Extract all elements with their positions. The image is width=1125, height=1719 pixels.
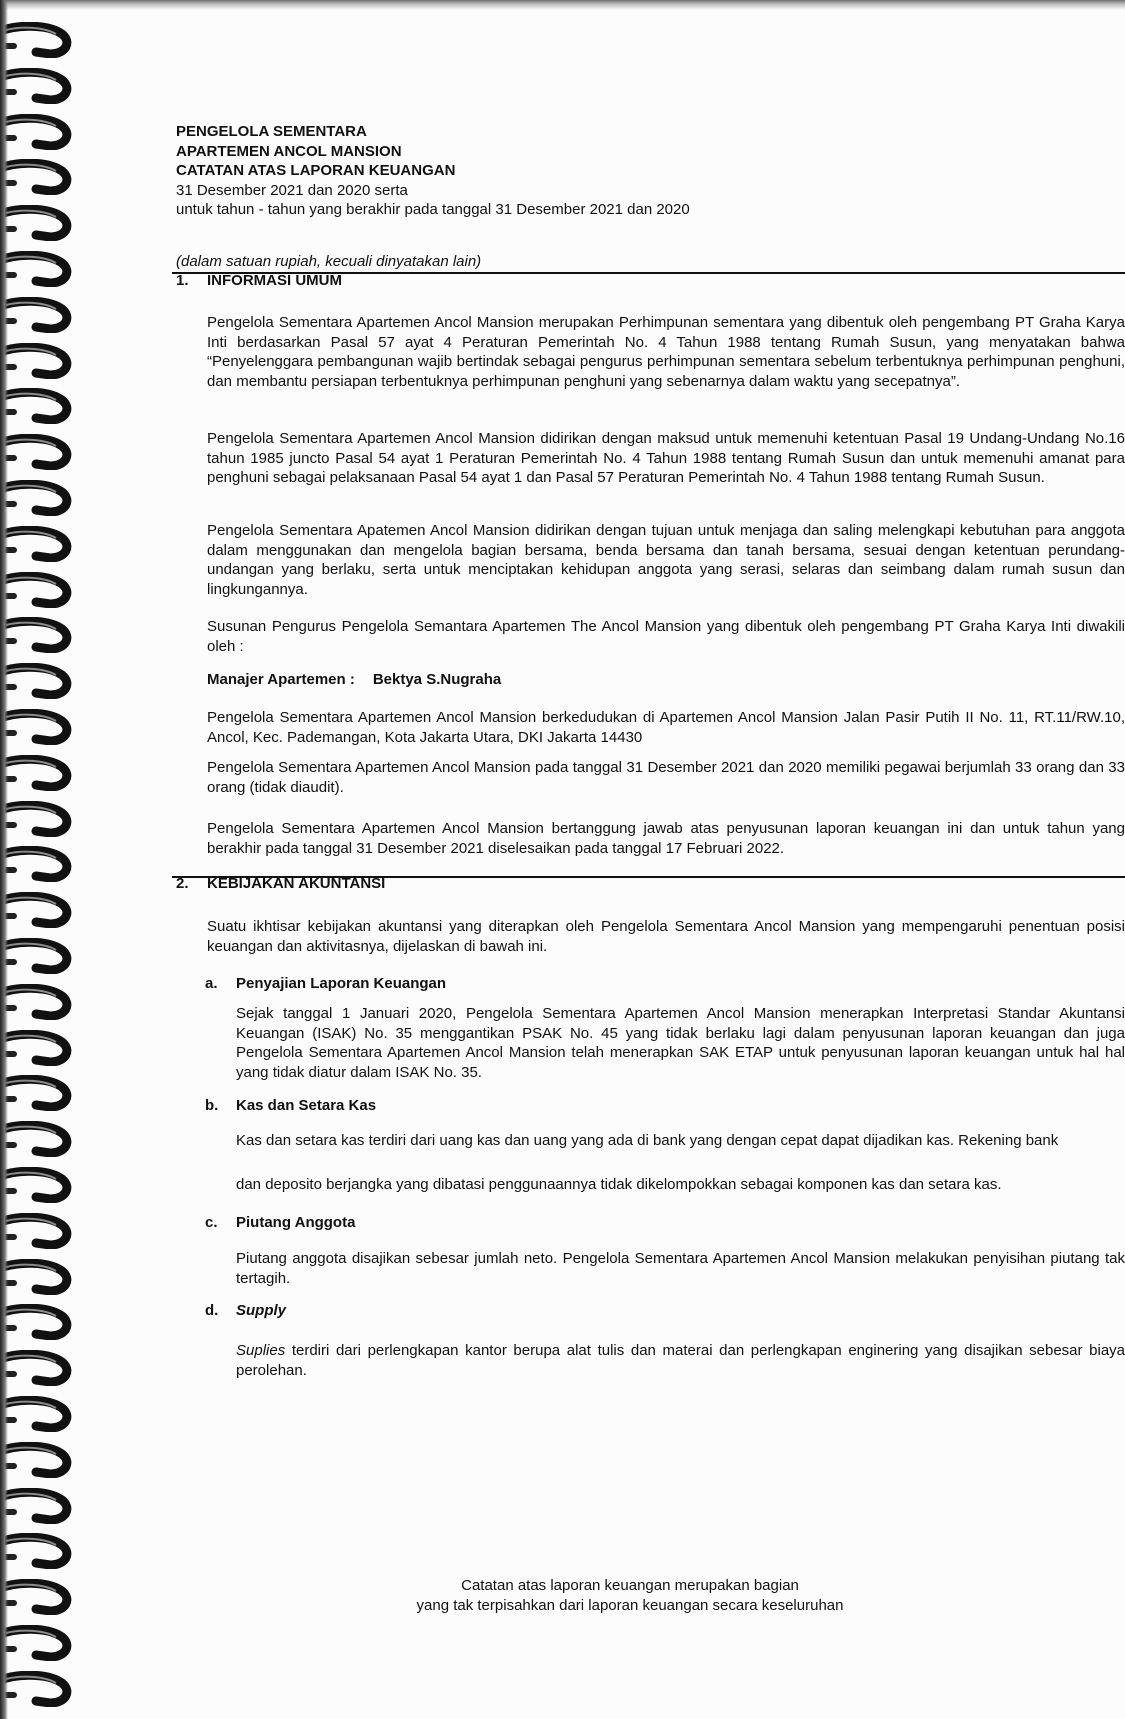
paragraph: Pengelola Sementara Apatemen Ancol Mansion didirikan dengan tujuan untuk menjaga dan saling melengkapi kebutuhan para anggota dalam menggunakan dan mengelola bagian bersama, benda bersama dan tanah bersama, sesuai dengan ketentuan perundang-undangan yang berlaku, serta untuk menciptakan kehidupan anggota yang serasi, selaras dan seimbang dalam rumah susun dan lingkungannya. [207, 522, 1125, 599]
binding-coil [0, 22, 74, 58]
page-footer [380, 1576, 880, 1616]
header-period: untuk tahun - tahun yang berakhir pada tanggal 31 Desember 2021 dan 2020 [176, 201, 690, 218]
binding-coil [0, 434, 74, 470]
section-title: INFORMASI UMUM [207, 272, 342, 289]
subsection-letter: b. [205, 1097, 219, 1114]
subsection-title: Kas dan Setara Kas [236, 1097, 377, 1114]
paragraph: Pengelola Sementara Apartemen Ancol Mansion didirikan dengan maksud untuk memenuhi ketentuan Pasal 19 Undang-Undang No.16 tahun 1985 juncto Pasal 54 ayat 1 Peraturan Pemerintah No. 4 Tahun 1988 tentang Rumah Susun dan untuk memenuhi amanat para penghuni sebagai pelaksanaan Pasal 54 ayat 1 dan Pasal 57 Peraturan Pemerintah No. 4 Tahun 1988 tentang Rumah Susun. [207, 430, 1125, 487]
section-number: 2. [176, 875, 189, 892]
binding-coil [0, 938, 74, 974]
binding-coil [0, 984, 74, 1020]
paragraph: Susunan Pengurus Pengelola Semantara Apartemen The Ancol Mansion yang dibentuk oleh pengembang PT Graha Karya Inti diwakili oleh : [207, 618, 1125, 655]
subsection-letter: a. [205, 975, 218, 992]
subsection-text: Sejak tanggal 1 Januari 2020, Pengelola Sementara Apartemen Ancol Mansion menerapkan Interpretasi Standar Akuntansi Keuangan (ISAK) No. 35 menggantikan PSAK No. 45 yang tidak berlaku lagi dalam penyusunan laporan keuangan dan juga Pengelola Sementara Apartemen Ancol Mansion telah menerapkan SAK ETAP untuk penyusunan laporan keuangan untuk hal hal yang tidak diatur dalam ISAK No. 35. [236, 1005, 1125, 1082]
subsection-letter: c. [205, 1214, 218, 1231]
footer-line: Catatan atas laporan keuangan merupakan bagian [461, 1577, 799, 1594]
subsection-title: Penyajian Laporan Keuangan [236, 975, 447, 992]
section-title: KEBIJAKAN AKUNTANSI [207, 875, 386, 892]
binding-coil [0, 68, 74, 104]
binding-coil [0, 114, 74, 150]
section-number: 1. [176, 272, 189, 289]
binding-coil [0, 1167, 74, 1203]
paragraph: Suatu ikhtisar kebijakan akuntansi yang diterapkan oleh Pengelola Sementara Ancol Mansion yang mempengaruhi penentuan posisi keuangan dan aktivitasnya, dijelaskan di bawah ini. [207, 918, 1125, 955]
header-report-title: CATATAN ATAS LAPORAN KEUANGAN [176, 162, 456, 179]
manager-line [207, 671, 501, 688]
paragraph: Pengelola Sementara Apartemen Ancol Mansion berkedudukan di Apartemen Ancol Mansion Jalan Pasir Putih II No. 11, RT.11/RW.10, Ancol, Kec. Pademangan, Kota Jakarta Utara, DKI Jakarta 14430 [207, 709, 1125, 746]
subsection-text: dan deposito berjangka yang dibatasi penggunaannya tidak dikelompokkan sebagai komponen kas dan setara kas. [236, 1176, 1002, 1193]
binding-coil [0, 755, 74, 791]
header-date: 31 Desember 2021 dan 2020 serta [176, 181, 408, 199]
spiral-binding [0, 0, 80, 1719]
subsection-text [236, 1341, 1125, 1380]
binding-coil [0, 1121, 74, 1157]
binding-coil [0, 388, 74, 424]
binding-coil [0, 892, 74, 928]
binding-coil [0, 1671, 74, 1707]
binding-edge [0, 0, 8, 1719]
footer-line: yang tak terpisahkan dari laporan keuangan secara keseluruhan [416, 1597, 844, 1614]
manager-label: Manajer Apartemen : [207, 671, 355, 688]
document-header [176, 122, 690, 220]
binding-coil [0, 1442, 74, 1478]
paragraph: Pengelola Sementara Apartemen Ancol Mansion merupakan Perhimpunan sementara yang dibentuk oleh pengembang PT Graha Karya Inti berdasarkan Pasal 57 ayat 4 Peraturan Pemerintah No. 4 Tahun 1988 tentang Rumah Susun, yang menyatakan bahwa “Penyelenggara pembangunan wajib bertindak sebagai pengurus perhimpunan sementara sebelum terbentuknya perhimpunan penghuni, dan membantu persiapan terbentuknya perhimpunan penghuni yang sebenarnya dalam waktu yang secepatnya”. [207, 314, 1125, 391]
unit-note: (dalam satuan rupiah, kecuali dinyatakan lain) [176, 253, 482, 270]
binding-coil [0, 801, 74, 837]
binding-coil [0, 1396, 74, 1432]
subsection-letter: d. [205, 1302, 219, 1319]
binding-coil [0, 1533, 74, 1569]
italic-term: Suplies [236, 1342, 286, 1359]
binding-coil [0, 1030, 74, 1066]
subsection-title: Supply [236, 1302, 287, 1319]
paragraph: Pengelola Sementara Apartemen Ancol Mansion pada tanggal 31 Desember 2021 dan 2020 memiliki pegawai berjumlah 33 orang dan 33 orang (tidak diaudit). [207, 759, 1125, 796]
binding-coil [0, 480, 74, 516]
scan-top-edge [0, 0, 1125, 10]
binding-coil [0, 846, 74, 882]
subsection-text-body: terdiri dari perlengkapan kantor berupa alat tulis dan materai dan perlengkapan enginering yang disajikan sebesar biaya perolehan. [236, 1342, 1125, 1379]
binding-coil [0, 297, 74, 333]
binding-coil [0, 205, 74, 241]
binding-coil [0, 1488, 74, 1524]
binding-coil [0, 343, 74, 379]
binding-coil [0, 572, 74, 608]
binding-coil [0, 159, 74, 195]
binding-coil [0, 709, 74, 745]
binding-coil [0, 1259, 74, 1295]
manager-name: Bektya S.Nugraha [372, 671, 502, 688]
binding-coil [0, 1213, 74, 1249]
binding-coil [0, 251, 74, 287]
subsection-text: Piutang anggota disajikan sebesar jumlah neto. Pengelola Sementara Apartemen Ancol Mansion melakukan penyisihan piutang tak tertagih. [236, 1250, 1125, 1287]
binding-coil [0, 1075, 74, 1111]
header-entity: PENGELOLA SEMENTARA [176, 123, 367, 140]
subsection-text: Kas dan setara kas terdiri dari uang kas dan uang yang ada di bank yang dengan cepat dapat dijadikan kas. Rekening bank [236, 1132, 1059, 1149]
subsection-title: Piutang Anggota [236, 1214, 356, 1231]
binding-coil [0, 663, 74, 699]
binding-coil [0, 1350, 74, 1386]
binding-coil [0, 1579, 74, 1615]
binding-coil [0, 526, 74, 562]
binding-coil [0, 1625, 74, 1661]
binding-coil [0, 1304, 74, 1340]
header-apartment: APARTEMEN ANCOL MANSION [176, 142, 402, 160]
binding-coil [0, 617, 74, 653]
paragraph: Pengelola Sementara Apartemen Ancol Mansion bertanggung jawab atas penyusunan laporan keuangan ini dan untuk tahun yang berakhir pada tanggal 31 Desember 2021 diselesaikan pada tanggal 17 Februari 2022. [207, 820, 1125, 857]
